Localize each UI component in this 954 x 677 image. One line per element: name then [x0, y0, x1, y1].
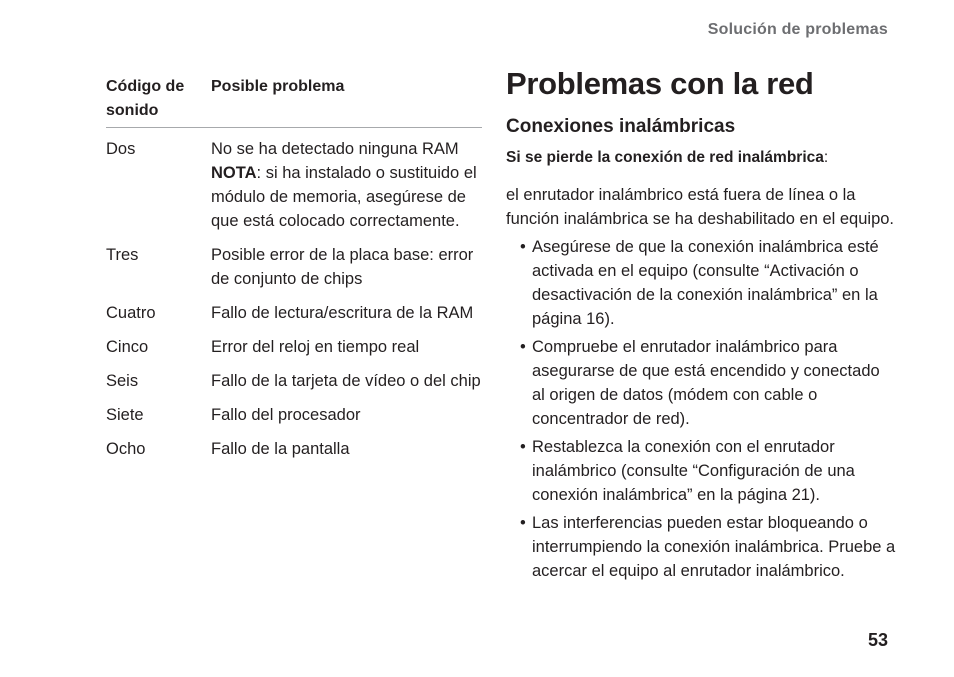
beep-code-table-container — [106, 75, 482, 461]
list-item-text: Compruebe el enrutador inalámbrico para asegurarse de que está encendido y conectado al origen de datos (módem con cable o concentrador de red). — [532, 338, 880, 428]
lead-sentence — [506, 147, 896, 169]
beep-code: Seis — [106, 372, 139, 390]
problem-text: Fallo de lectura/escritura de la RAM — [211, 304, 474, 322]
table-row — [106, 427, 482, 461]
problem-text: Posible error de la placa base: error de conjunto de chips — [211, 246, 474, 288]
subsection-title: Conexiones inalámbricas — [506, 116, 736, 137]
header-possible-problem: Posible problema — [211, 75, 482, 128]
beep-code: Siete — [106, 406, 144, 424]
problem-text: Fallo de la pantalla — [211, 440, 350, 458]
troubleshooting-list — [506, 235, 896, 583]
bullet-icon: • — [520, 238, 526, 256]
list-item-text: Las interferencias pueden estar bloqueando o interrumpiendo la conexión inalámbrica. Pruebe a acercar el equipo al enrutador inalámbrico. — [532, 514, 896, 580]
table-row — [106, 233, 482, 291]
running-header: Solución de problemas — [707, 21, 888, 38]
list-item-text: Restablezca la conexión con el enrutador inalámbrico (consulte “Configuración de una conexión inalámbrica” en la página 21). — [532, 438, 855, 504]
problem-cell — [211, 128, 482, 234]
table-row — [106, 128, 482, 234]
table-row — [106, 359, 482, 393]
beep-code: Cuatro — [106, 304, 156, 322]
bullet-icon: • — [520, 438, 526, 456]
table-row — [106, 325, 482, 359]
network-section — [506, 62, 896, 587]
table-header-row — [106, 75, 482, 128]
note-body: : si ha instalado o sustituido el módulo de memoria, asegúrese de que está colocado correctamente. — [211, 164, 477, 230]
problem-text: Error del reloj en tiempo real — [211, 338, 420, 356]
note-label: NOTA — [211, 164, 257, 182]
bullet-icon: • — [520, 338, 526, 356]
bullet-icon: • — [520, 514, 526, 532]
section-title: Problemas con la red — [506, 66, 814, 101]
beep-code: Cinco — [106, 338, 149, 356]
problem-text: No se ha detectado ninguna RAM — [211, 140, 459, 158]
list-item — [506, 435, 896, 507]
list-item — [506, 335, 896, 431]
list-item — [506, 511, 896, 583]
beep-code: Ocho — [106, 440, 146, 458]
intro-paragraph: el enrutador inalámbrico está fuera de línea o la función inalámbrica se ha deshabilitado en el equipo. — [506, 186, 895, 228]
beep-code-table — [106, 75, 482, 461]
lead-bold-text: Si se pierde la conexión de red inalámbrica — [506, 149, 824, 166]
header-beep-code: Código de sonido — [106, 75, 211, 128]
list-item-text: Asegúrese de que la conexión inalámbrica esté activada en el equipo (consulte “Activación o desactivación de la conexión inalámbrica” en la página 16). — [532, 238, 879, 328]
list-item — [506, 235, 896, 331]
beep-code: Dos — [106, 140, 136, 158]
beep-code: Tres — [106, 246, 139, 264]
lead-colon: : — [823, 149, 829, 166]
note-text — [211, 161, 482, 233]
table-row — [106, 393, 482, 427]
table-row — [106, 291, 482, 325]
page-number: 53 — [867, 630, 888, 650]
problem-text: Fallo del procesador — [211, 406, 361, 424]
problem-text: Fallo de la tarjeta de vídeo o del chip — [211, 372, 481, 390]
